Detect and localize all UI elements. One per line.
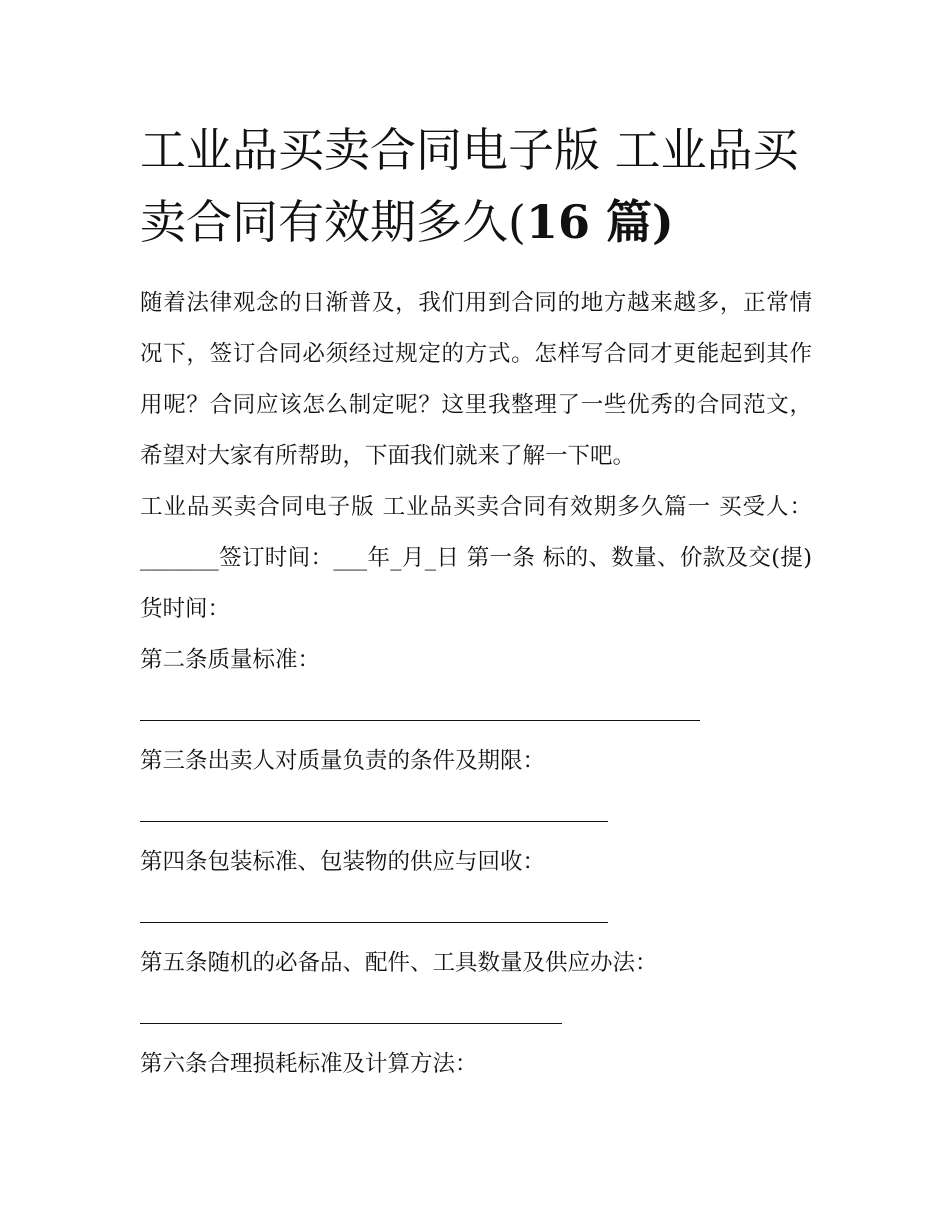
clause-6: 第六条合理损耗标准及计算方法： — [140, 1051, 478, 1077]
title-suffix: 篇) — [589, 195, 674, 249]
blank-line-2 — [140, 686, 812, 730]
clause-2: 第二条质量标准： — [140, 647, 321, 673]
blank-line-3 — [140, 787, 812, 831]
title-text: 工业品买卖合同电子版 工业品买卖合同有效期多久( — [140, 123, 799, 249]
clause-3: 第三条出卖人对质量负责的条件及期限： — [140, 748, 546, 774]
underline — [140, 720, 700, 721]
blank-line-5 — [140, 989, 812, 1033]
section-heading: 工业品买卖合同电子版 工业品买卖合同有效期多久篇一 买受人：_______签订时间：___年_月_日 第一条 标的、数量、价款及交(提)货时间： — [140, 494, 812, 622]
intro-paragraph: 随着法律观念的日渐普及，我们用到合同的地方越来越多，正常情况下，签订合同必须经过规定的方式。怎样写合同才更能起到其作用呢？合同应该怎么制定呢？这里我整理了一些优秀的合同范文，希望对大家有所帮助，下面我们就来了解一下吧。 — [140, 290, 812, 469]
title-count: 16 — [525, 195, 590, 249]
document-title — [140, 114, 820, 258]
underline — [140, 922, 608, 923]
document-body — [140, 278, 812, 1090]
underline — [140, 1023, 562, 1024]
blank-line-4 — [140, 888, 812, 932]
underline — [140, 821, 608, 822]
clause-4: 第四条包装标准、包装物的供应与回收： — [140, 849, 546, 875]
clause-5: 第五条随机的必备品、配件、工具数量及供应办法： — [140, 950, 658, 976]
